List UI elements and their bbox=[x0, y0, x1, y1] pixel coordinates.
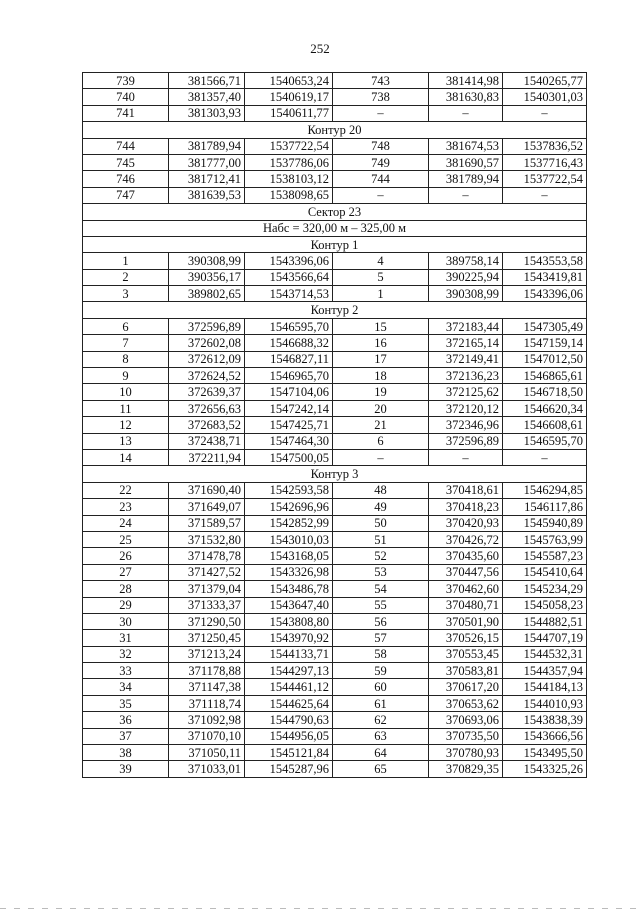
point-number: 18 bbox=[333, 368, 429, 384]
y-coordinate: 1543666,56 bbox=[503, 728, 587, 744]
y-coordinate: 1542852,99 bbox=[245, 515, 333, 531]
table-row bbox=[83, 695, 587, 711]
point-number: 14 bbox=[83, 449, 169, 465]
table-row bbox=[83, 286, 587, 302]
x-coordinate: 371033,01 bbox=[169, 761, 245, 777]
table-row bbox=[83, 335, 587, 351]
point-number: 747 bbox=[83, 187, 169, 203]
point-number: – bbox=[333, 105, 429, 121]
y-coordinate: 1547425,71 bbox=[245, 417, 333, 433]
x-coordinate: 381789,94 bbox=[429, 171, 503, 187]
x-coordinate: 371649,07 bbox=[169, 499, 245, 515]
section-header: Контур 3 bbox=[83, 466, 587, 482]
point-number: 56 bbox=[333, 613, 429, 629]
y-coordinate: 1540619,17 bbox=[245, 89, 333, 105]
table-row bbox=[83, 433, 587, 449]
x-coordinate: 371333,37 bbox=[169, 597, 245, 613]
point-number: 33 bbox=[83, 663, 169, 679]
x-coordinate: 370480,71 bbox=[429, 597, 503, 613]
point-number: 1 bbox=[333, 286, 429, 302]
y-coordinate: 1543566,64 bbox=[245, 269, 333, 285]
point-number: – bbox=[333, 449, 429, 465]
point-number: 29 bbox=[83, 597, 169, 613]
x-coordinate: 370583,81 bbox=[429, 663, 503, 679]
y-coordinate: 1545058,23 bbox=[503, 597, 587, 613]
y-coordinate: 1547104,06 bbox=[245, 384, 333, 400]
table-row bbox=[83, 630, 587, 646]
section-header: Контур 20 bbox=[83, 122, 587, 138]
x-coordinate: – bbox=[429, 187, 503, 203]
point-number: 62 bbox=[333, 712, 429, 728]
y-coordinate: 1544625,64 bbox=[245, 695, 333, 711]
point-number: 38 bbox=[83, 745, 169, 761]
y-coordinate: 1537716,43 bbox=[503, 154, 587, 170]
y-coordinate: 1546595,70 bbox=[503, 433, 587, 449]
x-coordinate: 371427,52 bbox=[169, 564, 245, 580]
y-coordinate: 1543396,06 bbox=[503, 286, 587, 302]
x-coordinate: 371118,74 bbox=[169, 695, 245, 711]
x-coordinate: 381414,98 bbox=[429, 73, 503, 89]
y-coordinate: 1544297,13 bbox=[245, 663, 333, 679]
point-number: 13 bbox=[83, 433, 169, 449]
point-number: 746 bbox=[83, 171, 169, 187]
y-coordinate: 1542696,96 bbox=[245, 499, 333, 515]
x-coordinate: 371690,40 bbox=[169, 482, 245, 498]
y-coordinate: – bbox=[503, 187, 587, 203]
y-coordinate: 1543714,53 bbox=[245, 286, 333, 302]
x-coordinate: 372683,52 bbox=[169, 417, 245, 433]
y-coordinate: 1543808,80 bbox=[245, 613, 333, 629]
x-coordinate: 371070,10 bbox=[169, 728, 245, 744]
x-coordinate: 372612,09 bbox=[169, 351, 245, 367]
point-number: 27 bbox=[83, 564, 169, 580]
table-row bbox=[83, 761, 587, 777]
point-number: 64 bbox=[333, 745, 429, 761]
y-coordinate: 1543168,05 bbox=[245, 548, 333, 564]
x-coordinate: 390225,94 bbox=[429, 269, 503, 285]
x-coordinate: 371478,78 bbox=[169, 548, 245, 564]
table-row bbox=[83, 318, 587, 334]
x-coordinate: 372602,08 bbox=[169, 335, 245, 351]
point-number: 6 bbox=[333, 433, 429, 449]
point-number: 24 bbox=[83, 515, 169, 531]
y-coordinate: 1543396,06 bbox=[245, 253, 333, 269]
x-coordinate: 370447,56 bbox=[429, 564, 503, 580]
table-row bbox=[83, 417, 587, 433]
y-coordinate: 1547159,14 bbox=[503, 335, 587, 351]
x-coordinate: 370653,62 bbox=[429, 695, 503, 711]
x-coordinate: 371290,50 bbox=[169, 613, 245, 629]
table-row bbox=[83, 482, 587, 498]
y-coordinate: 1546718,50 bbox=[503, 384, 587, 400]
point-number: 58 bbox=[333, 646, 429, 662]
x-coordinate: 370418,23 bbox=[429, 499, 503, 515]
y-coordinate: 1544790,63 bbox=[245, 712, 333, 728]
point-number: 749 bbox=[333, 154, 429, 170]
y-coordinate: 1544532,31 bbox=[503, 646, 587, 662]
x-coordinate: 389758,14 bbox=[429, 253, 503, 269]
x-coordinate: 371250,45 bbox=[169, 630, 245, 646]
point-number: 740 bbox=[83, 89, 169, 105]
x-coordinate: 381630,83 bbox=[429, 89, 503, 105]
x-coordinate: 370780,93 bbox=[429, 745, 503, 761]
y-coordinate: 1543647,40 bbox=[245, 597, 333, 613]
point-number: 53 bbox=[333, 564, 429, 580]
point-number: 4 bbox=[333, 253, 429, 269]
table-row bbox=[83, 171, 587, 187]
y-coordinate: 1545234,29 bbox=[503, 581, 587, 597]
x-coordinate: 370553,45 bbox=[429, 646, 503, 662]
x-coordinate: 370617,20 bbox=[429, 679, 503, 695]
y-coordinate: 1538098,65 bbox=[245, 187, 333, 203]
x-coordinate: 381566,71 bbox=[169, 73, 245, 89]
y-coordinate: 1546827,11 bbox=[245, 351, 333, 367]
point-number: 51 bbox=[333, 531, 429, 547]
y-coordinate: 1538103,12 bbox=[245, 171, 333, 187]
x-coordinate: 381690,57 bbox=[429, 154, 503, 170]
section-header-row bbox=[83, 122, 587, 138]
point-number: 60 bbox=[333, 679, 429, 695]
section-header-row bbox=[83, 220, 587, 236]
y-coordinate: 1545763,99 bbox=[503, 531, 587, 547]
point-number: 9 bbox=[83, 368, 169, 384]
section-header-row bbox=[83, 236, 587, 252]
point-number: 739 bbox=[83, 73, 169, 89]
y-coordinate: 1546620,34 bbox=[503, 400, 587, 416]
point-number: 57 bbox=[333, 630, 429, 646]
y-coordinate: 1543553,58 bbox=[503, 253, 587, 269]
x-coordinate: 381303,93 bbox=[169, 105, 245, 121]
point-number: 34 bbox=[83, 679, 169, 695]
y-coordinate: 1543010,03 bbox=[245, 531, 333, 547]
y-coordinate: 1546595,70 bbox=[245, 318, 333, 334]
point-number: 63 bbox=[333, 728, 429, 744]
point-number: 19 bbox=[333, 384, 429, 400]
y-coordinate: 1540611,77 bbox=[245, 105, 333, 121]
x-coordinate: 372596,89 bbox=[169, 318, 245, 334]
y-coordinate: 1543326,98 bbox=[245, 564, 333, 580]
x-coordinate: 372346,96 bbox=[429, 417, 503, 433]
point-number: 52 bbox=[333, 548, 429, 564]
point-number: 61 bbox=[333, 695, 429, 711]
point-number: 17 bbox=[333, 351, 429, 367]
table-row bbox=[83, 384, 587, 400]
x-coordinate: 389802,65 bbox=[169, 286, 245, 302]
table-row bbox=[83, 531, 587, 547]
x-coordinate: 370435,60 bbox=[429, 548, 503, 564]
point-number: 22 bbox=[83, 482, 169, 498]
table-row bbox=[83, 646, 587, 662]
point-number: 55 bbox=[333, 597, 429, 613]
x-coordinate: 370420,93 bbox=[429, 515, 503, 531]
y-coordinate: 1547305,49 bbox=[503, 318, 587, 334]
point-number: 741 bbox=[83, 105, 169, 121]
y-coordinate: 1543838,39 bbox=[503, 712, 587, 728]
point-number: 37 bbox=[83, 728, 169, 744]
x-coordinate: 371147,38 bbox=[169, 679, 245, 695]
point-number: 21 bbox=[333, 417, 429, 433]
x-coordinate: 372211,94 bbox=[169, 449, 245, 465]
y-coordinate: 1543970,92 bbox=[245, 630, 333, 646]
point-number: 31 bbox=[83, 630, 169, 646]
point-number: 48 bbox=[333, 482, 429, 498]
y-coordinate: 1545410,64 bbox=[503, 564, 587, 580]
y-coordinate: 1544461,12 bbox=[245, 679, 333, 695]
y-coordinate: 1544956,05 bbox=[245, 728, 333, 744]
y-coordinate: 1537836,52 bbox=[503, 138, 587, 154]
table-row bbox=[83, 105, 587, 121]
x-coordinate: – bbox=[429, 105, 503, 121]
point-number: 23 bbox=[83, 499, 169, 515]
table-row bbox=[83, 564, 587, 580]
x-coordinate: 372136,23 bbox=[429, 368, 503, 384]
y-coordinate: 1537722,54 bbox=[245, 138, 333, 154]
x-coordinate: 372639,37 bbox=[169, 384, 245, 400]
y-coordinate: 1544010,93 bbox=[503, 695, 587, 711]
x-coordinate: 370829,35 bbox=[429, 761, 503, 777]
y-coordinate: 1544357,94 bbox=[503, 663, 587, 679]
x-coordinate: 370418,61 bbox=[429, 482, 503, 498]
table-row bbox=[83, 187, 587, 203]
x-coordinate: 372656,63 bbox=[169, 400, 245, 416]
x-coordinate: 372165,14 bbox=[429, 335, 503, 351]
point-number: 32 bbox=[83, 646, 169, 662]
point-number: 7 bbox=[83, 335, 169, 351]
point-number: 745 bbox=[83, 154, 169, 170]
point-number: 28 bbox=[83, 581, 169, 597]
x-coordinate: 370735,50 bbox=[429, 728, 503, 744]
section-header: Контур 1 bbox=[83, 236, 587, 252]
point-number: – bbox=[333, 187, 429, 203]
y-coordinate: 1545287,96 bbox=[245, 761, 333, 777]
point-number: 744 bbox=[83, 138, 169, 154]
x-coordinate: 371589,57 bbox=[169, 515, 245, 531]
section-header: Контур 2 bbox=[83, 302, 587, 318]
x-coordinate: 371379,04 bbox=[169, 581, 245, 597]
x-coordinate: 390308,99 bbox=[169, 253, 245, 269]
point-number: 50 bbox=[333, 515, 429, 531]
point-number: 744 bbox=[333, 171, 429, 187]
point-number: 10 bbox=[83, 384, 169, 400]
table-row bbox=[83, 499, 587, 515]
table-row bbox=[83, 548, 587, 564]
point-number: 26 bbox=[83, 548, 169, 564]
x-coordinate: 370526,15 bbox=[429, 630, 503, 646]
point-number: 59 bbox=[333, 663, 429, 679]
y-coordinate: – bbox=[503, 449, 587, 465]
x-coordinate: 381639,53 bbox=[169, 187, 245, 203]
section-header: Набс = 320,00 м – 325,00 м bbox=[83, 220, 587, 236]
table-row bbox=[83, 89, 587, 105]
x-coordinate: 371092,98 bbox=[169, 712, 245, 728]
coordinates-table bbox=[82, 72, 587, 778]
y-coordinate: – bbox=[503, 105, 587, 121]
y-coordinate: 1546608,61 bbox=[503, 417, 587, 433]
y-coordinate: 1542593,58 bbox=[245, 482, 333, 498]
y-coordinate: 1544707,19 bbox=[503, 630, 587, 646]
y-coordinate: 1537722,54 bbox=[503, 171, 587, 187]
table-row bbox=[83, 728, 587, 744]
y-coordinate: 1537786,06 bbox=[245, 154, 333, 170]
y-coordinate: 1547012,50 bbox=[503, 351, 587, 367]
y-coordinate: 1540653,24 bbox=[245, 73, 333, 89]
x-coordinate: 381357,40 bbox=[169, 89, 245, 105]
point-number: 11 bbox=[83, 400, 169, 416]
scan-artifact-line bbox=[0, 908, 640, 909]
y-coordinate: 1543419,81 bbox=[503, 269, 587, 285]
y-coordinate: 1547464,30 bbox=[245, 433, 333, 449]
table-row bbox=[83, 613, 587, 629]
x-coordinate: 371532,80 bbox=[169, 531, 245, 547]
x-coordinate: 372149,41 bbox=[429, 351, 503, 367]
x-coordinate: 390308,99 bbox=[429, 286, 503, 302]
x-coordinate: 372438,71 bbox=[169, 433, 245, 449]
section-header-row bbox=[83, 204, 587, 220]
table-row bbox=[83, 269, 587, 285]
x-coordinate: 370426,72 bbox=[429, 531, 503, 547]
point-number: 2 bbox=[83, 269, 169, 285]
table-row bbox=[83, 712, 587, 728]
x-coordinate: 381712,41 bbox=[169, 171, 245, 187]
y-coordinate: 1540265,77 bbox=[503, 73, 587, 89]
x-coordinate: 370462,60 bbox=[429, 581, 503, 597]
y-coordinate: 1544133,71 bbox=[245, 646, 333, 662]
y-coordinate: 1546865,61 bbox=[503, 368, 587, 384]
y-coordinate: 1544882,51 bbox=[503, 613, 587, 629]
y-coordinate: 1545587,23 bbox=[503, 548, 587, 564]
point-number: 25 bbox=[83, 531, 169, 547]
point-number: 30 bbox=[83, 613, 169, 629]
table-row bbox=[83, 679, 587, 695]
point-number: 36 bbox=[83, 712, 169, 728]
point-number: 738 bbox=[333, 89, 429, 105]
table-row bbox=[83, 253, 587, 269]
y-coordinate: 1546965,70 bbox=[245, 368, 333, 384]
y-coordinate: 1543325,26 bbox=[503, 761, 587, 777]
y-coordinate: 1546294,85 bbox=[503, 482, 587, 498]
point-number: 1 bbox=[83, 253, 169, 269]
y-coordinate: 1545121,84 bbox=[245, 745, 333, 761]
x-coordinate: 371178,88 bbox=[169, 663, 245, 679]
y-coordinate: 1547500,05 bbox=[245, 449, 333, 465]
y-coordinate: 1546688,32 bbox=[245, 335, 333, 351]
x-coordinate: 372120,12 bbox=[429, 400, 503, 416]
table-row bbox=[83, 368, 587, 384]
point-number: 39 bbox=[83, 761, 169, 777]
x-coordinate: 372183,44 bbox=[429, 318, 503, 334]
y-coordinate: 1545940,89 bbox=[503, 515, 587, 531]
x-coordinate: – bbox=[429, 449, 503, 465]
table-row bbox=[83, 351, 587, 367]
x-coordinate: 381674,53 bbox=[429, 138, 503, 154]
point-number: 5 bbox=[333, 269, 429, 285]
page-number: 252 bbox=[310, 41, 330, 56]
point-number: 65 bbox=[333, 761, 429, 777]
x-coordinate: 370693,06 bbox=[429, 712, 503, 728]
table-row bbox=[83, 597, 587, 613]
table-row bbox=[83, 400, 587, 416]
section-header-row bbox=[83, 302, 587, 318]
table-row bbox=[83, 154, 587, 170]
point-number: 743 bbox=[333, 73, 429, 89]
point-number: 54 bbox=[333, 581, 429, 597]
section-header: Сектор 23 bbox=[83, 204, 587, 220]
point-number: 8 bbox=[83, 351, 169, 367]
table-row bbox=[83, 515, 587, 531]
table-row bbox=[83, 663, 587, 679]
point-number: 49 bbox=[333, 499, 429, 515]
point-number: 12 bbox=[83, 417, 169, 433]
point-number: 20 bbox=[333, 400, 429, 416]
x-coordinate: 372624,52 bbox=[169, 368, 245, 384]
x-coordinate: 372125,62 bbox=[429, 384, 503, 400]
table-row bbox=[83, 73, 587, 89]
x-coordinate: 381777,00 bbox=[169, 154, 245, 170]
y-coordinate: 1546117,86 bbox=[503, 499, 587, 515]
x-coordinate: 372596,89 bbox=[429, 433, 503, 449]
point-number: 16 bbox=[333, 335, 429, 351]
point-number: 748 bbox=[333, 138, 429, 154]
point-number: 3 bbox=[83, 286, 169, 302]
x-coordinate: 390356,17 bbox=[169, 269, 245, 285]
section-header-row bbox=[83, 466, 587, 482]
table-row bbox=[83, 138, 587, 154]
x-coordinate: 381789,94 bbox=[169, 138, 245, 154]
x-coordinate: 371050,11 bbox=[169, 745, 245, 761]
y-coordinate: 1547242,14 bbox=[245, 400, 333, 416]
table-row bbox=[83, 745, 587, 761]
point-number: 15 bbox=[333, 318, 429, 334]
y-coordinate: 1540301,03 bbox=[503, 89, 587, 105]
point-number: 35 bbox=[83, 695, 169, 711]
y-coordinate: 1544184,13 bbox=[503, 679, 587, 695]
table-row bbox=[83, 449, 587, 465]
y-coordinate: 1543486,78 bbox=[245, 581, 333, 597]
x-coordinate: 370501,90 bbox=[429, 613, 503, 629]
x-coordinate: 371213,24 bbox=[169, 646, 245, 662]
y-coordinate: 1543495,50 bbox=[503, 745, 587, 761]
point-number: 6 bbox=[83, 318, 169, 334]
table-row bbox=[83, 581, 587, 597]
